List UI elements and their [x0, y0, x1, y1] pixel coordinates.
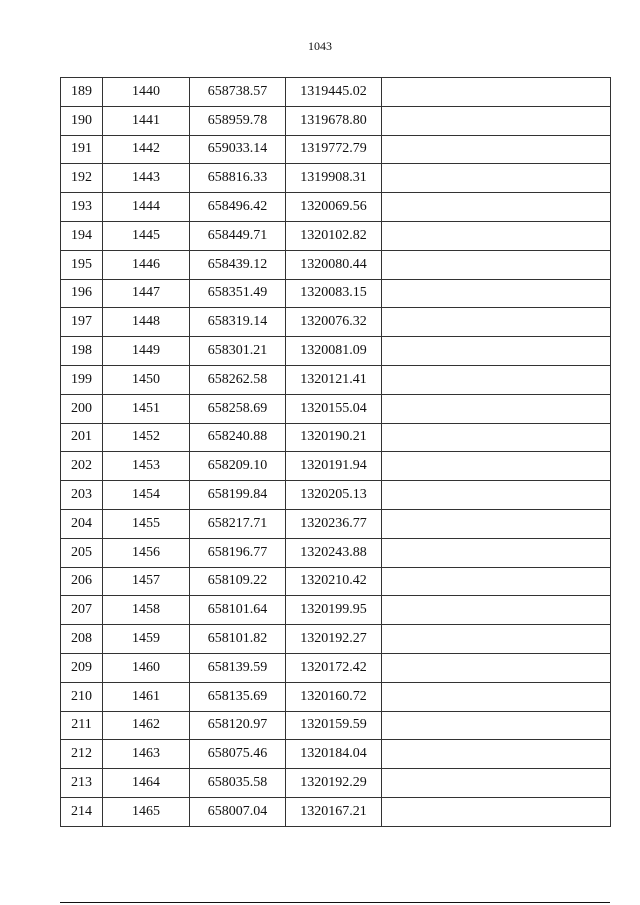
notes-cell [382, 308, 611, 337]
table-row [61, 797, 611, 826]
y-coordinate-cell: 1320205.13 [286, 481, 382, 510]
x-coordinate-cell: 658262.58 [190, 365, 286, 394]
y-coordinate-cell: 1320192.29 [286, 769, 382, 798]
table-row [61, 106, 611, 135]
row-number-cell: 203 [61, 481, 103, 510]
point-id-cell: 1443 [103, 164, 190, 193]
y-coordinate-cell: 1320199.95 [286, 596, 382, 625]
notes-cell [382, 164, 611, 193]
point-id-cell: 1442 [103, 135, 190, 164]
row-number-cell: 201 [61, 423, 103, 452]
table-row [61, 135, 611, 164]
table-row [61, 769, 611, 798]
point-id-cell: 1463 [103, 740, 190, 769]
x-coordinate-cell: 658209.10 [190, 452, 286, 481]
row-number-cell: 194 [61, 221, 103, 250]
y-coordinate-cell: 1320191.94 [286, 452, 382, 481]
x-coordinate-cell: 658496.42 [190, 193, 286, 222]
row-number-cell: 211 [61, 711, 103, 740]
table-row [61, 221, 611, 250]
y-coordinate-cell: 1320102.82 [286, 221, 382, 250]
point-id-cell: 1461 [103, 682, 190, 711]
row-number-cell: 210 [61, 682, 103, 711]
point-id-cell: 1449 [103, 337, 190, 366]
y-coordinate-cell: 1320069.56 [286, 193, 382, 222]
point-id-cell: 1446 [103, 250, 190, 279]
point-id-cell: 1444 [103, 193, 190, 222]
point-id-cell: 1451 [103, 394, 190, 423]
y-coordinate-cell: 1320155.04 [286, 394, 382, 423]
table-row [61, 481, 611, 510]
row-number-cell: 214 [61, 797, 103, 826]
row-number-cell: 206 [61, 567, 103, 596]
table-row [61, 423, 611, 452]
table-row [61, 193, 611, 222]
y-coordinate-cell: 1320190.21 [286, 423, 382, 452]
row-number-cell: 193 [61, 193, 103, 222]
table-row [61, 164, 611, 193]
row-number-cell: 199 [61, 365, 103, 394]
notes-cell [382, 452, 611, 481]
notes-cell [382, 538, 611, 567]
notes-cell [382, 193, 611, 222]
row-number-cell: 200 [61, 394, 103, 423]
page-number: 1043 [308, 39, 332, 53]
row-number-cell: 192 [61, 164, 103, 193]
y-coordinate-cell: 1320243.88 [286, 538, 382, 567]
notes-cell [382, 740, 611, 769]
table-row [61, 682, 611, 711]
point-id-cell: 1445 [103, 221, 190, 250]
x-coordinate-cell: 658319.14 [190, 308, 286, 337]
notes-cell [382, 797, 611, 826]
x-coordinate-cell: 658439.12 [190, 250, 286, 279]
row-number-cell: 212 [61, 740, 103, 769]
table-row [61, 538, 611, 567]
y-coordinate-cell: 1320076.32 [286, 308, 382, 337]
table-row [61, 711, 611, 740]
x-coordinate-cell: 658139.59 [190, 653, 286, 682]
row-number-cell: 189 [61, 78, 103, 107]
notes-cell [382, 279, 611, 308]
table-row [61, 250, 611, 279]
table-row [61, 596, 611, 625]
row-number-cell: 209 [61, 653, 103, 682]
notes-cell [382, 78, 611, 107]
x-coordinate-cell: 658816.33 [190, 164, 286, 193]
point-id-cell: 1460 [103, 653, 190, 682]
notes-cell [382, 769, 611, 798]
x-coordinate-cell: 658135.69 [190, 682, 286, 711]
row-number-cell: 204 [61, 509, 103, 538]
y-coordinate-cell: 1320184.04 [286, 740, 382, 769]
y-coordinate-cell: 1320083.15 [286, 279, 382, 308]
y-coordinate-cell: 1320121.41 [286, 365, 382, 394]
y-coordinate-cell: 1320160.72 [286, 682, 382, 711]
footer-rule [60, 902, 610, 903]
row-number-cell: 190 [61, 106, 103, 135]
point-id-cell: 1441 [103, 106, 190, 135]
point-id-cell: 1454 [103, 481, 190, 510]
point-id-cell: 1440 [103, 78, 190, 107]
x-coordinate-cell: 658109.22 [190, 567, 286, 596]
x-coordinate-cell: 658196.77 [190, 538, 286, 567]
point-id-cell: 1459 [103, 625, 190, 654]
coordinates-table-body [61, 78, 611, 827]
notes-cell [382, 596, 611, 625]
x-coordinate-cell: 658738.57 [190, 78, 286, 107]
y-coordinate-cell: 1319772.79 [286, 135, 382, 164]
x-coordinate-cell: 658959.78 [190, 106, 286, 135]
table-row [61, 78, 611, 107]
notes-cell [382, 509, 611, 538]
point-id-cell: 1452 [103, 423, 190, 452]
x-coordinate-cell: 658199.84 [190, 481, 286, 510]
row-number-cell: 196 [61, 279, 103, 308]
point-id-cell: 1457 [103, 567, 190, 596]
coordinates-table [60, 77, 611, 827]
x-coordinate-cell: 658007.04 [190, 797, 286, 826]
y-coordinate-cell: 1320159.59 [286, 711, 382, 740]
point-id-cell: 1448 [103, 308, 190, 337]
row-number-cell: 207 [61, 596, 103, 625]
table-row [61, 452, 611, 481]
y-coordinate-cell: 1319678.80 [286, 106, 382, 135]
x-coordinate-cell: 658035.58 [190, 769, 286, 798]
row-number-cell: 198 [61, 337, 103, 366]
y-coordinate-cell: 1320236.77 [286, 509, 382, 538]
table-row [61, 308, 611, 337]
row-number-cell: 202 [61, 452, 103, 481]
point-id-cell: 1465 [103, 797, 190, 826]
point-id-cell: 1447 [103, 279, 190, 308]
notes-cell [382, 711, 611, 740]
x-coordinate-cell: 658240.88 [190, 423, 286, 452]
point-id-cell: 1458 [103, 596, 190, 625]
y-coordinate-cell: 1320192.27 [286, 625, 382, 654]
table-row [61, 394, 611, 423]
table-row [61, 567, 611, 596]
point-id-cell: 1455 [103, 509, 190, 538]
x-coordinate-cell: 658101.64 [190, 596, 286, 625]
row-number-cell: 197 [61, 308, 103, 337]
notes-cell [382, 394, 611, 423]
x-coordinate-cell: 658075.46 [190, 740, 286, 769]
table-row [61, 365, 611, 394]
table-row [61, 279, 611, 308]
table-row [61, 625, 611, 654]
notes-cell [382, 567, 611, 596]
x-coordinate-cell: 658217.71 [190, 509, 286, 538]
y-coordinate-cell: 1320080.44 [286, 250, 382, 279]
notes-cell [382, 337, 611, 366]
notes-cell [382, 481, 611, 510]
notes-cell [382, 423, 611, 452]
y-coordinate-cell: 1320167.21 [286, 797, 382, 826]
y-coordinate-cell: 1319445.02 [286, 78, 382, 107]
table-row [61, 740, 611, 769]
table-row [61, 337, 611, 366]
row-number-cell: 208 [61, 625, 103, 654]
point-id-cell: 1462 [103, 711, 190, 740]
notes-cell [382, 682, 611, 711]
row-number-cell: 213 [61, 769, 103, 798]
notes-cell [382, 106, 611, 135]
x-coordinate-cell: 658120.97 [190, 711, 286, 740]
x-coordinate-cell: 659033.14 [190, 135, 286, 164]
point-id-cell: 1464 [103, 769, 190, 798]
x-coordinate-cell: 658351.49 [190, 279, 286, 308]
y-coordinate-cell: 1320081.09 [286, 337, 382, 366]
row-number-cell: 205 [61, 538, 103, 567]
x-coordinate-cell: 658449.71 [190, 221, 286, 250]
y-coordinate-cell: 1320172.42 [286, 653, 382, 682]
point-id-cell: 1456 [103, 538, 190, 567]
point-id-cell: 1450 [103, 365, 190, 394]
y-coordinate-cell: 1319908.31 [286, 164, 382, 193]
notes-cell [382, 221, 611, 250]
x-coordinate-cell: 658258.69 [190, 394, 286, 423]
table-row [61, 653, 611, 682]
row-number-cell: 191 [61, 135, 103, 164]
notes-cell [382, 625, 611, 654]
point-id-cell: 1453 [103, 452, 190, 481]
x-coordinate-cell: 658101.82 [190, 625, 286, 654]
notes-cell [382, 365, 611, 394]
notes-cell [382, 250, 611, 279]
table-row [61, 509, 611, 538]
row-number-cell: 195 [61, 250, 103, 279]
x-coordinate-cell: 658301.21 [190, 337, 286, 366]
notes-cell [382, 135, 611, 164]
y-coordinate-cell: 1320210.42 [286, 567, 382, 596]
notes-cell [382, 653, 611, 682]
